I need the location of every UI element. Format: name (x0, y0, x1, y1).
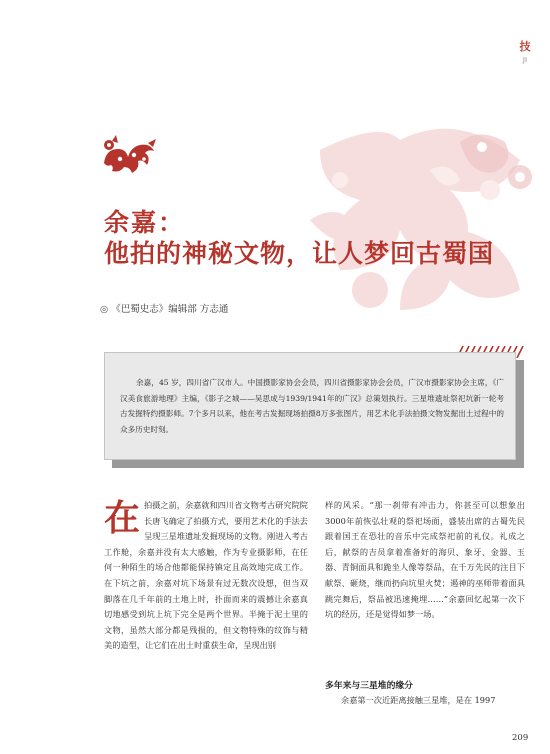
article-title (104, 208, 494, 269)
section-tag (507, 38, 543, 64)
decorative-pattern-icon (440, 122, 550, 212)
title-line-1: 余嘉： (104, 208, 186, 237)
byline (100, 301, 228, 315)
title-line-2: 他拍的神秘文物，让人梦回古蜀国 (104, 238, 495, 268)
bullet-circle-icon: ◎ (100, 304, 109, 315)
section-subhead: 多年来与三星堆的缘分 (325, 681, 413, 691)
section-tag-chinese: 技 (519, 40, 531, 53)
body-column-1 (104, 498, 308, 654)
body-column-2-continued: 余嘉第一次近距离接触三星堆，是在 1997 (341, 695, 496, 705)
body-column-1-text: 拍摄之前，余嘉就和四川省文物考古研究院院长唐飞确定了拍摄方式，要用艺术化的手法去呈现三星堆遗址发掘现场的文物。刚进入考古工作舱，余嘉并没有太大感触，作为专业摄影师，在任何一种陌生的场合他都能保持镇定且高效地完成工作。在下坑之前，余嘉对坑下场景有过无数次设想，但当双脚落在几千年前的土地上时，扑面而来的震撼让余嘉真切地感受到坑上坑下完全是两个世界。半掩于泥土里的文物，虽然大部分都是残损的，但文物特殊的纹饰与精美的造型，让它们在出土时重获生命，呈现出别 (104, 500, 308, 651)
intro-box-text: 余嘉，45 岁，四川省广汉市人。中国摄影家协会会员，四川省摄影家协会会员，广汉市摄影家协会主席，《广汉美食旅游地理》主编，《影子之城——吴思成与1939/1941年的广汉》总策划执行。三星堆遗址祭祀坑新一轮考古发掘特约摄影师。7个多月以来，他在考古发掘现场拍摄8万多张图片，用艺术化手法拍摄文物发掘出土过程中的众多历史时刻。 (120, 378, 504, 434)
dropcap: 在 (104, 498, 141, 539)
byline-text: 《巴蜀史志》编辑部 方志通 (111, 304, 229, 315)
dragon-ornament-icon (100, 133, 160, 179)
page-number: 209 (512, 733, 529, 743)
section-tag-pinyin: JI (522, 56, 528, 64)
body-column-2: 样的风采。“那一刹带有冲击力，你甚至可以想象出3000年前恢弘壮观的祭祀场面，盛装出席的古蜀先民跟着国王在恐壮的音乐中完成祭祀前的礼仪。礼成之后，献祭的吉员拿着准备好的海贝、象牙、金器、玉器、青铜面具和跪坐人像等祭品，在千万先民的注目下献祭、砸烧，继而扔向坑里火焚；遏神的巫师带着面具跳完舞后，祭品被迅速掩埋……”余嘉回忆起第一次下坑的经历，还是觉得如梦一场。 (325, 500, 525, 620)
